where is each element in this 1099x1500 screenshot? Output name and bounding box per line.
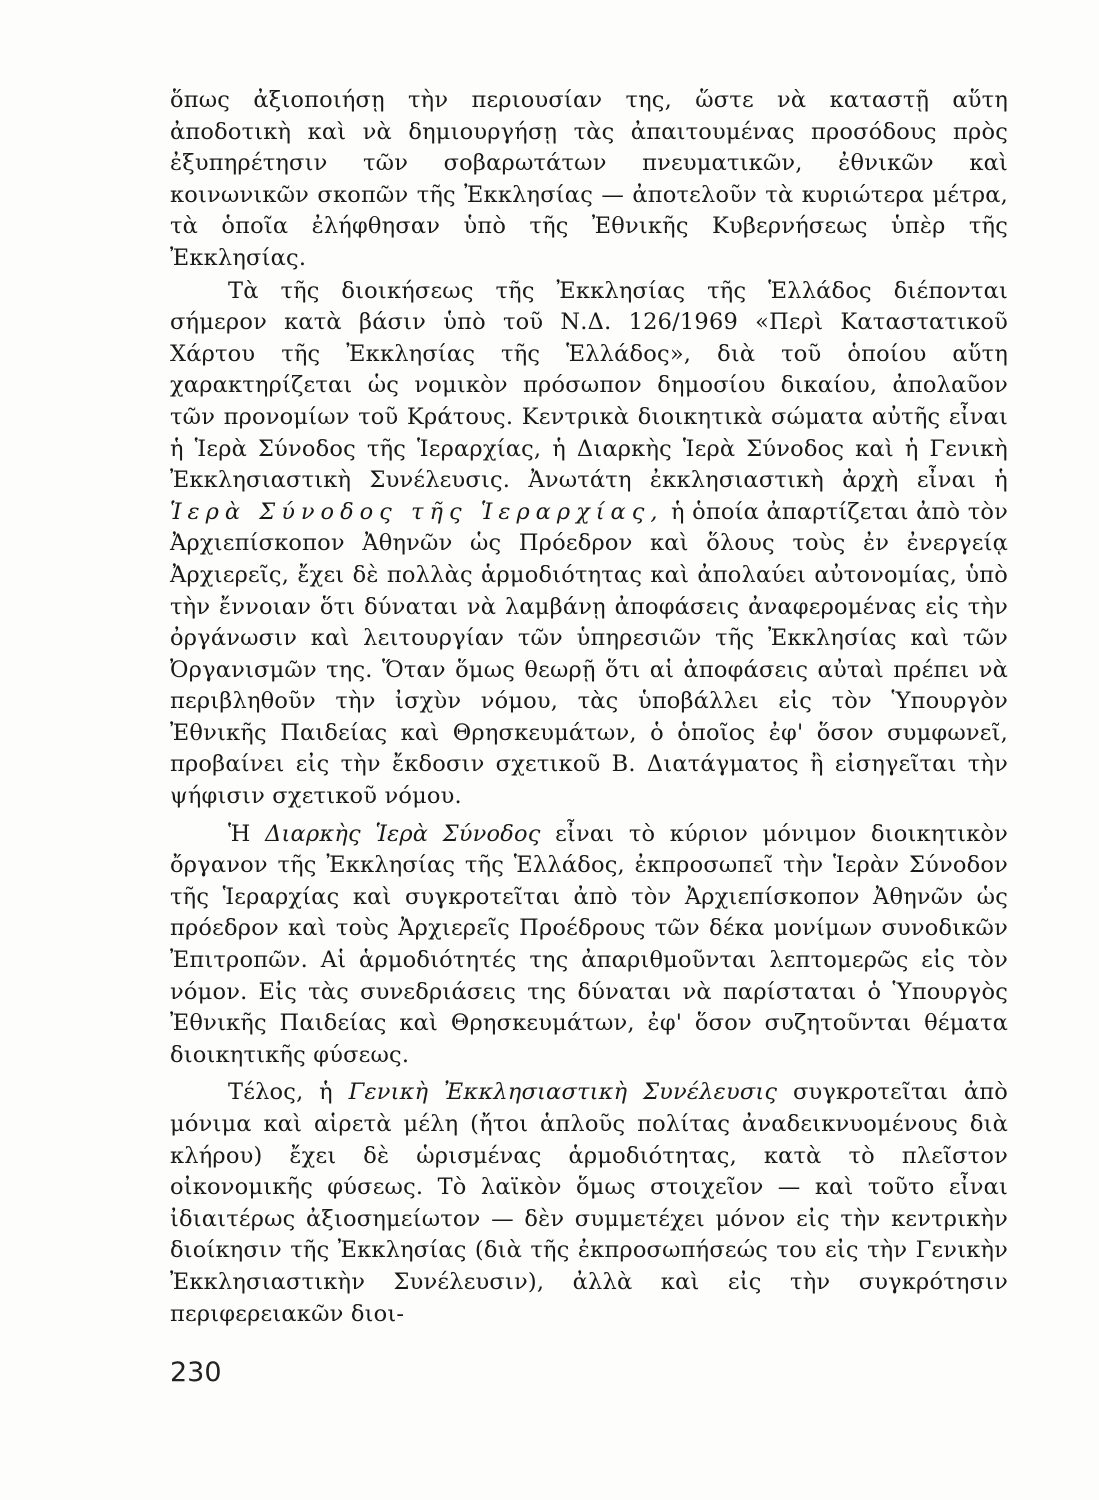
paragraph-3 [170, 819, 1008, 1072]
paragraph-4 [170, 1077, 1008, 1330]
paragraph-3-text-end: εἶναι τὸ κύριον μόνιμον διοικητικὸν ὄργανον τῆς Ἐκκλησίας τῆς Ἑλλάδος, ἐκπροσωπεῖ τὴν Ἱερὰν Σύνοδον τῆς Ἱεραρχίας καὶ συγκροτεῖται ἀπὸ τὸν Ἀρχιεπίσκοπον Ἀθηνῶν ὡς πρόεδρον καὶ τοὺς Ἀρχιερεῖς Προέδρους τῶν δέκα μονίμων συνοδικῶν Ἐπιτροπῶν. Αἱ ἁρμοδιότητές της ἀπαριθμοῦνται λεπτομερῶς εἰς τὸν νόμον. Εἰς τὰς συνεδριάσεις της δύναται νὰ παρίσταται ὁ Ὑπουργὸς Ἐθνικῆς Παιδείας καὶ Θρησκευμάτων, ἐφ' ὅσον συζητοῦνται θέματα διοικητικῆς φύσεως. [170, 820, 1009, 1068]
paragraph-2 [170, 276, 1008, 813]
page-number: 230 [170, 1357, 222, 1388]
paragraph-2-text-start: Τὰ τῆς διοικήσεως τῆς Ἐκκλησίας τῆς Ἑλλάδος διέπονται σήμερον κατὰ βάσιν ὑπὸ τοῦ Ν.Δ. 126/1969 «Περὶ Καταστατικοῦ Χάρτου τῆς Ἐκκλησίας τῆς Ἑλλάδος», διὰ τοῦ ὁποίου αὕτη χαρακτηρίζεται ὡς νομικὸν πρόσωπον δημοσίου δικαίου, ἀπολαῦον τῶν προνομίων τοῦ Κράτους. Κεντρικὰ διοικητικὰ σώματα αὐτῆς εἶναι ἡ Ἱερὰ Σύνοδος τῆς Ἱεραρχίας, ἡ Διαρκὴς Ἱερὰ Σύνοδος καὶ ἡ Γενικὴ Ἐκκλησιαστικὴ Συνέλευσις. Ἀνωτάτη ἐκκλησιαστικὴ ἀρχὴ εἶναι ἡ [170, 277, 1008, 494]
paragraph-3-emphasis: Διαρκὴς Ἱερὰ Σύνοδος [265, 820, 541, 847]
paragraph-1 [170, 85, 1008, 275]
body-text [170, 85, 1008, 1331]
paragraph-1-text: ὅπως ἀξιοποιήσῃ τὴν περιουσίαν της, ὥστε νὰ καταστῇ αὕτη ἀποδοτικὴ καὶ νὰ δημιουργήσῃ τὰς ἀπαιτουμένας προσόδους πρὸς ἐξυπηρέτησιν τῶν σοβαρωτάτων πνευματικῶν, ἐθνικῶν καὶ κοινωνικῶν σκοπῶν τῆς Ἐκκλησίας — ἀποτελοῦν τὰ κυριώτερα μέτρα, τὰ ὁποῖα ἐλήφθησαν ὑπὸ τῆς Ἐθνικῆς Κυβερνήσεως ὑπὲρ τῆς Ἐκκλησίας. [170, 87, 1008, 271]
paragraph-3-text-start: Ἡ [228, 820, 251, 847]
paragraph-4-text-end: συγκροτεῖται ἀπὸ μόνιμα καὶ αἱρετὰ μέλη (ἤτοι ἁπλοῦς πολίτας ἀναδεικνυομένους διὰ κλήρου) ἔχει δὲ ὡρισμένας ἁρμοδιότητας, κατὰ τὸ πλεῖστον οἰκονομικῆς φύσεως. Τὸ λαϊκὸν ὅμως στοιχεῖον — καὶ τοῦτο εἶναι ἰδιαιτέρως ἀξιοσημείωτον — δὲν συμμετέχει μόνον εἰς τὴν κεντρικὴν διοίκησιν τῆς Ἐκκλησίας (διὰ τῆς ἐκπροσωπήσεώς του εἰς τὴν Γενικὴν Ἐκκλησιαστικὴν Συνέλευσιν), ἀλλὰ καὶ εἰς τὴν συγκρότησιν περιφερειακῶν διοι- [170, 1079, 1008, 1327]
paragraph-2-emphasis: Ἱερὰ Σύνοδος τῆς Ἱεραρχίας, [170, 498, 664, 525]
paragraph-4-emphasis: Γενικὴ Ἐκκλησιαστικὴ Συνέλευσις [348, 1079, 778, 1106]
paragraph-2-text-end: ἡ ὁποία ἀπαρτίζεται ἀπὸ τὸν Ἀρχιεπίσκοπον Ἀθηνῶν ὡς Πρόεδρον καὶ ὅλους τοὺς ἐν ἐνεργείᾳ Ἀρχιερεῖς, ἔχει δὲ πολλὰς ἁρμοδιότητας καὶ ἀπολαύει αὐτονομίας, ὑπὸ τὴν ἔννοιαν ὅτι δύναται νὰ λαμβάνῃ ἀποφάσεις ἀναφερομένας εἰς τὴν ὀργάνωσιν καὶ λειτουργίαν τῶν ὑπηρεσιῶν τῆς Ἐκκλησίας καὶ τῶν Ὀργανισμῶν της. Ὅταν ὅμως θεωρῇ ὅτι αἱ ἀποφάσεις αὐταὶ πρέπει νὰ περιβληθοῦν τὴν ἰσχὺν νόμου, τὰς ὑποβάλλει εἰς τὸν Ὑπουργὸν Ἐθνικῆς Παιδείας καὶ Θρησκευμάτων, ὁ ὁποῖος ἐφ' ὅσον συμφωνεῖ, προβαίνει εἰς τὴν ἔκδοσιν σχετικοῦ Β. Διατάγματος ἢ εἰσηγεῖται τὴν ψήφισιν σχετικοῦ νόμου. [170, 498, 1008, 810]
paragraph-4-text-start: Τέλος, ἡ [228, 1079, 333, 1106]
